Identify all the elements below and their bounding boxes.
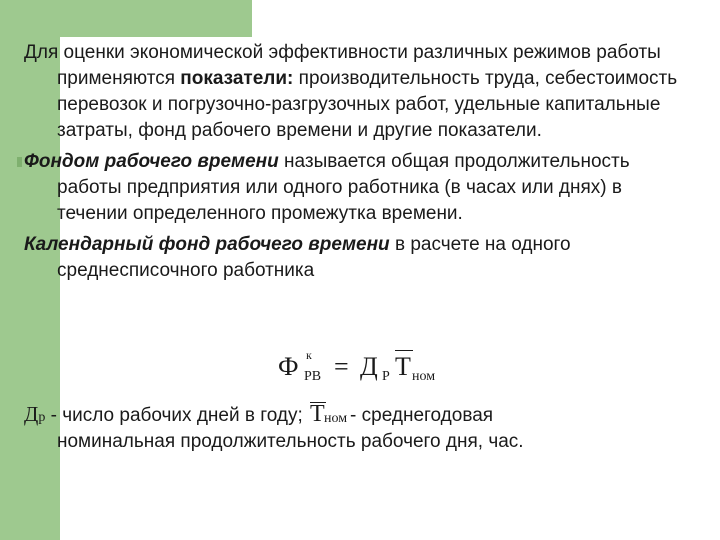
paragraph-indicators (24, 40, 692, 144)
formula-overline (395, 350, 413, 351)
legend-d-sub: р (38, 410, 46, 425)
legend-t-symbol: T (310, 401, 325, 427)
p2-term: Фондом рабочего времени (24, 151, 279, 172)
paragraph-calendar-fund (24, 232, 692, 284)
p3-term: Календарный фонд рабочего времени (24, 234, 390, 255)
bullet-marker (17, 157, 22, 167)
p2-text: называется общая продолжительность работы предприятия или одного работника (в часах или днях) в течении определенного промежутка времени. (57, 151, 630, 224)
legend-line-2: номинальная продолжительность рабочего дня, час. (57, 431, 524, 452)
legend-d-symbol: Д (24, 402, 39, 426)
legend-t-symbol-group (308, 400, 350, 428)
legend-d-text: - число рабочих дней в году; (45, 405, 309, 426)
top-accent-bar (60, 0, 252, 37)
p1-rest: производительность труда, себестоимость перевозок и погрузочно-разгрузочных работ, удельные капитальные затраты, фонд рабочего времени и другие показатели. (57, 68, 678, 141)
formula-legend (24, 400, 704, 456)
paragraph-work-time-fund (24, 149, 692, 227)
legend-t-sub: ном (324, 411, 348, 426)
formula-lhs: Ф (278, 352, 299, 381)
slide-body (24, 40, 692, 286)
p1-bold-term: показатели: (180, 68, 294, 89)
formula-t-sub: ном (412, 369, 436, 384)
formula-lhs-sub: РВ (304, 369, 322, 384)
formula-equals: = (334, 352, 349, 381)
p3-text: в расчете на одного среднесписочного работника (57, 234, 571, 281)
formula-t: T (395, 352, 411, 381)
formula-d: Д (360, 352, 378, 381)
p1-text: Для оценки экономической эффективности различных режимов работы применяются (24, 42, 661, 89)
formula-lhs-sup: к (306, 348, 312, 362)
legend-t-text: - среднегодовая (350, 405, 494, 426)
formula-d-sub: Р (382, 369, 390, 384)
legend-line-1 (24, 400, 704, 428)
formula (278, 346, 448, 386)
